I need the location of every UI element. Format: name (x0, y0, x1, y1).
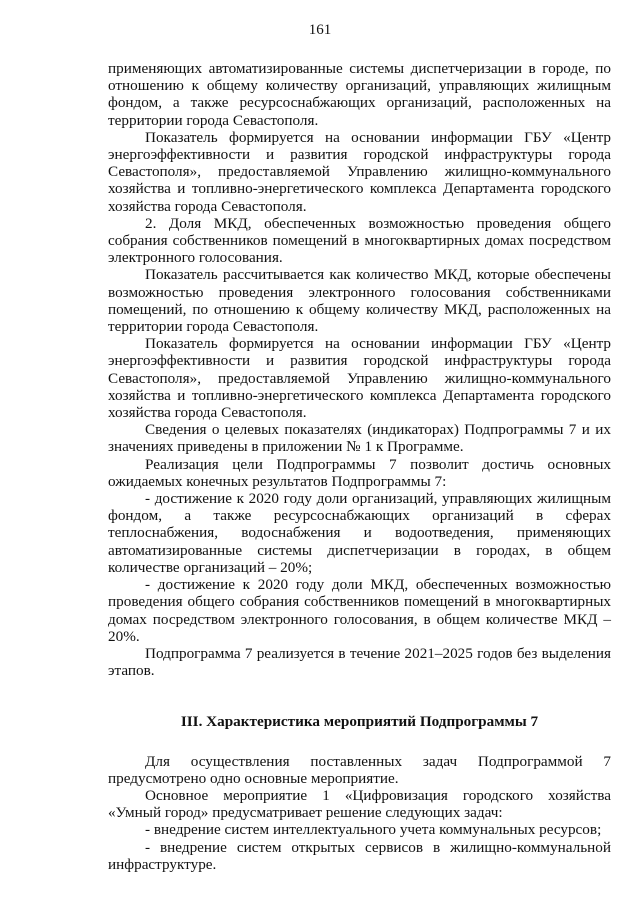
list-item: - достижение к 2020 году доли МКД, обеспеченных возможностью проведения общего собрания собственников помещений в многоквартирных домах посредством электронного голосования, в общем количестве МКД – 20%. (108, 576, 611, 645)
paragraph: Показатель формируется на основании информации ГБУ «Центр энергоэффективности и развития городской инфраструктуры города Севастополя», предоставляемой Управлению жилищно-коммунального хозяйства и топливно-энергетического комплекса Департамента городского хозяйства города Севастополя. (108, 128, 611, 215)
paragraph: 2. Доля МКД, обеспеченных возможностью проведения общего собрания собственников помещений в многоквартирных домах посредством электронного голосования. (108, 214, 611, 267)
paragraph: Для осуществления поставленных задач Подпрограммой 7 предусмотрено одно основные мероприятие. (108, 752, 611, 787)
list-item: - внедрение систем интеллектуального учета коммунальных ресурсов; (145, 821, 602, 839)
list-item: - внедрение систем открытых сервисов в жилищно-коммунальной инфраструктуре. (108, 838, 611, 873)
list-item: - достижение к 2020 году доли организаций, управляющих жилищным фондом, а также ресурсоснабжающих организаций в сферах теплоснабжения, водоснабжения и водоотведения, применяющих автоматизированные системы диспетчеризации в городах, в общем количестве организаций – 20%; (108, 490, 611, 576)
section-heading: III. Характеристика мероприятий Подпрограммы 7 (180, 713, 539, 731)
page-number: 161 (308, 22, 332, 38)
paragraph: Подпрограмма 7 реализуется в течение 2021–2025 годов без выделения этапов. (108, 644, 611, 680)
paragraph: Показатель рассчитывается как количество МКД, которые обеспечены возможностью проведения электронного голосования собственниками помещений, по отношению к общему количеству МКД, расположенных на территории города Севастополя. (108, 266, 611, 336)
paragraph: Реализация цели Подпрограммы 7 позволит достичь основных ожидаемых конечных результатов Подпрограммы 7: (108, 455, 611, 490)
paragraph: применяющих автоматизированные системы диспетчеризации в городе, по отношению к общему количеству организаций, управляющих жилищным фондом, а также ресурсоснабжающих организаций, расположенных на территории города Севастополя. (108, 60, 611, 129)
paragraph: Сведения о целевых показателях (индикаторах) Подпрограммы 7 и их значениях приведены в приложении № 1 к Программе. (108, 421, 611, 456)
paragraph: Показатель формируется на основании информации ГБУ «Центр энергоэффективности и развития городской инфраструктуры города Севастополя», предоставляемой Управлению жилищно-коммунального хозяйства и топливно-энергетического комплекса Департамента городского хозяйства города Севастополя. (108, 335, 611, 422)
document-body (108, 60, 611, 873)
paragraph: Основное мероприятие 1 «Цифровизация городского хозяйства «Умный город» предусматривает решение следующих задач: (108, 786, 611, 822)
